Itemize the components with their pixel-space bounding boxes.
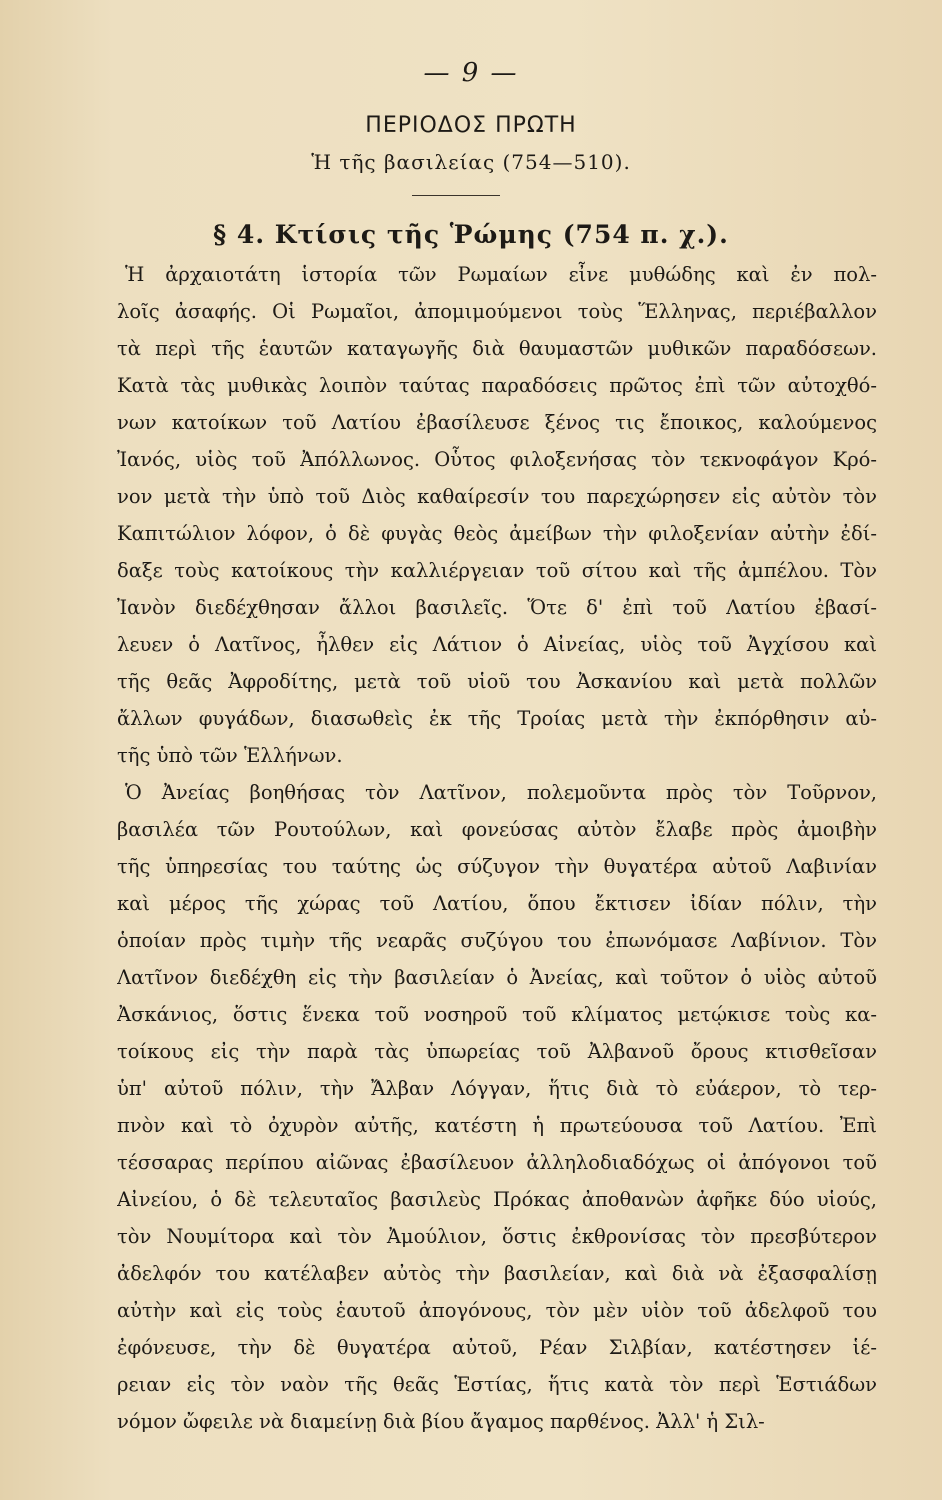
text-line: τοίκους εἰς τὴν παρὰ τὰς ὑπωρείας τοῦ Ἀλβανοῦ ὄρους κτισθεῖσαν: [117, 1040, 877, 1063]
period-subtitle: Ἡ τῆς βασιλείας (754—510).: [311, 150, 631, 174]
text-line: τέσσαρας περίπου αἰῶνας ἐβασίλευον ἀλληλοδιαδόχως οἱ ἀπόγονοι τοῦ: [117, 1151, 877, 1174]
text-line: τῆς θεᾶς Ἀφροδίτης, μετὰ τοῦ υἱοῦ του Ἀσκανίου καὶ μετὰ πολλῶν: [117, 670, 877, 693]
text-line: Λατῖνον διεδέχθη εἰς τὴν βασιλείαν ὁ Ἀνείας, καὶ τοῦτον ὁ υἱὸς αὐτοῦ: [117, 966, 877, 989]
text-line: Ὁ Ἀνείας βοηθήσας τὸν Λατῖνον, πολεμοῦντα πρὸς τὸν Τοῦρνον,: [125, 781, 877, 804]
text-line: ρειαν εἰς τὸν ναὸν τῆς θεᾶς Ἑστίας, ἥτις κατὰ τὸν περὶ Ἑστιάδων: [117, 1373, 877, 1396]
text-line: Κατὰ τὰς μυθικὰς λοιπὸν ταύτας παραδόσεις πρῶτος ἐπὶ τῶν αὐτοχθό-: [117, 374, 877, 397]
text-line: καὶ μέρος τῆς χώρας τοῦ Λατίου, ὅπου ἔκτισεν ἰδίαν πόλιν, τὴν: [117, 892, 877, 915]
period-title: ΠΕΡΙΟΔΟΣ ΠΡΩΤΗ: [365, 113, 577, 138]
text-line: λοῖς ἀσαφής. Οἱ Ρωμαῖοι, ἀπομιμούμενοι τοὺς Ἕλληνας, περιέβαλλον: [117, 300, 877, 323]
text-line: τὰ περὶ τῆς ἑαυτῶν καταγωγῆς διὰ θαυμαστῶν μυθικῶν παραδόσεων.: [117, 337, 877, 360]
text-line: ἀδελφόν του κατέλαβεν αὐτὸς τὴν βασιλείαν, καὶ διὰ νὰ ἐξασφαλίσῃ: [117, 1262, 877, 1285]
text-line: λευεν ὁ Λατῖνος, ἦλθεν εἰς Λάτιον ὁ Αἰνείας, υἱὸς τοῦ Ἀγχίσου καὶ: [117, 633, 877, 656]
text-line: βασιλέα τῶν Ρουτούλων, καὶ φονεύσας αὐτὸν ἔλαβε πρὸς ἀμοιβὴν: [117, 818, 877, 841]
text-line: τὸν Νουμίτορα καὶ τὸν Ἀμούλιον, ὅστις ἐκθρονίσας τὸν πρεσβύτερον: [117, 1225, 877, 1248]
section-title: § 4. Κτίσις τῆς Ῥώμης (754 π. χ.).: [213, 220, 729, 249]
text-line: νων κατοίκων τοῦ Λατίου ἐβασίλευσε ξένος τις ἔποικος, καλούμενος: [117, 411, 877, 434]
text-line: Ἰανὸν διεδέχθησαν ἄλλοι βασιλεῖς. Ὅτε δ' ἐπὶ τοῦ Λατίου ἐβασί-: [117, 596, 877, 619]
text-line: ἄλλων φυγάδων, διασωθεὶς ἐκ τῆς Τροίας μετὰ τὴν ἐκπόρθησιν αὐ-: [117, 707, 877, 730]
text-line: Καπιτώλιον λόφον, ὁ δὲ φυγὰς θεὸς ἀμείβων τὴν φιλοξενίαν αὐτὴν ἐδί-: [117, 522, 877, 545]
text-line: τῆς ὑπὸ τῶν Ἑλλήνων.: [117, 744, 343, 767]
text-line: νον μετὰ τὴν ὑπὸ τοῦ Διὸς καθαίρεσίν του παρεχώρησεν εἰς αὐτὸν τὸν: [117, 485, 877, 508]
text-line: τῆς ὑπηρεσίας του ταύτης ὡς σύζυγον τὴν θυγατέρα αὐτοῦ Λαβινίαν: [117, 855, 877, 878]
text-line: Ἀσκάνιος, ὅστις ἕνεκα τοῦ νοσηροῦ τοῦ κλίματος μετῴκισε τοὺς κα-: [117, 1003, 877, 1026]
text-line: Ἰανός, υἱὸς τοῦ Ἀπόλλωνος. Οὗτος φιλοξενήσας τὸν τεκνοφάγον Κρό-: [117, 448, 877, 471]
text-line: ἐφόνευσε, τὴν δὲ θυγατέρα αὐτοῦ, Ρέαν Σιλβίαν, κατέστησεν ἱέ-: [117, 1336, 877, 1359]
title-divider: [412, 195, 500, 196]
text-line: αὐτὴν καὶ εἰς τοὺς ἑαυτοῦ ἀπογόνους, τὸν μὲν υἱὸν τοῦ ἀδελφοῦ του: [117, 1299, 877, 1322]
text-line: ὁποίαν πρὸς τιμὴν τῆς νεαρᾶς συζύγου του ἐπωνόμασε Λαβίνιον. Τὸν: [117, 929, 877, 952]
text-line: Ἡ ἀρχαιοτάτη ἱστορία τῶν Ρωμαίων εἶνε μυθώδης καὶ ἐν πολ-: [125, 263, 877, 286]
text-line: δαξε τοὺς κατοίκους τὴν καλλιέργειαν τοῦ σίτου καὶ τῆς ἀμπέλου. Τὸν: [117, 559, 877, 582]
page-number: — 9 —: [423, 58, 519, 88]
text-line: νόμον ὤφειλε νὰ διαμείνῃ διὰ βίου ἄγαμος παρθένος. Ἀλλ' ἡ Σιλ-: [117, 1410, 765, 1433]
text-line: Αἰνείου, ὁ δὲ τελευταῖος βασιλεὺς Πρόκας ἀποθανὼν ἀφῆκε δύο υἱούς,: [117, 1188, 877, 1211]
text-line: πνὸν καὶ τὸ ὀχυρὸν αὐτῆς, κατέστη ἡ πρωτεύουσα τοῦ Λατίου. Ἐπὶ: [117, 1114, 877, 1137]
text-line: ὑπ' αὐτοῦ πόλιν, τὴν Ἄλβαν Λόγγαν, ἥτις διὰ τὸ εὐάερον, τὸ τερ-: [117, 1077, 877, 1100]
